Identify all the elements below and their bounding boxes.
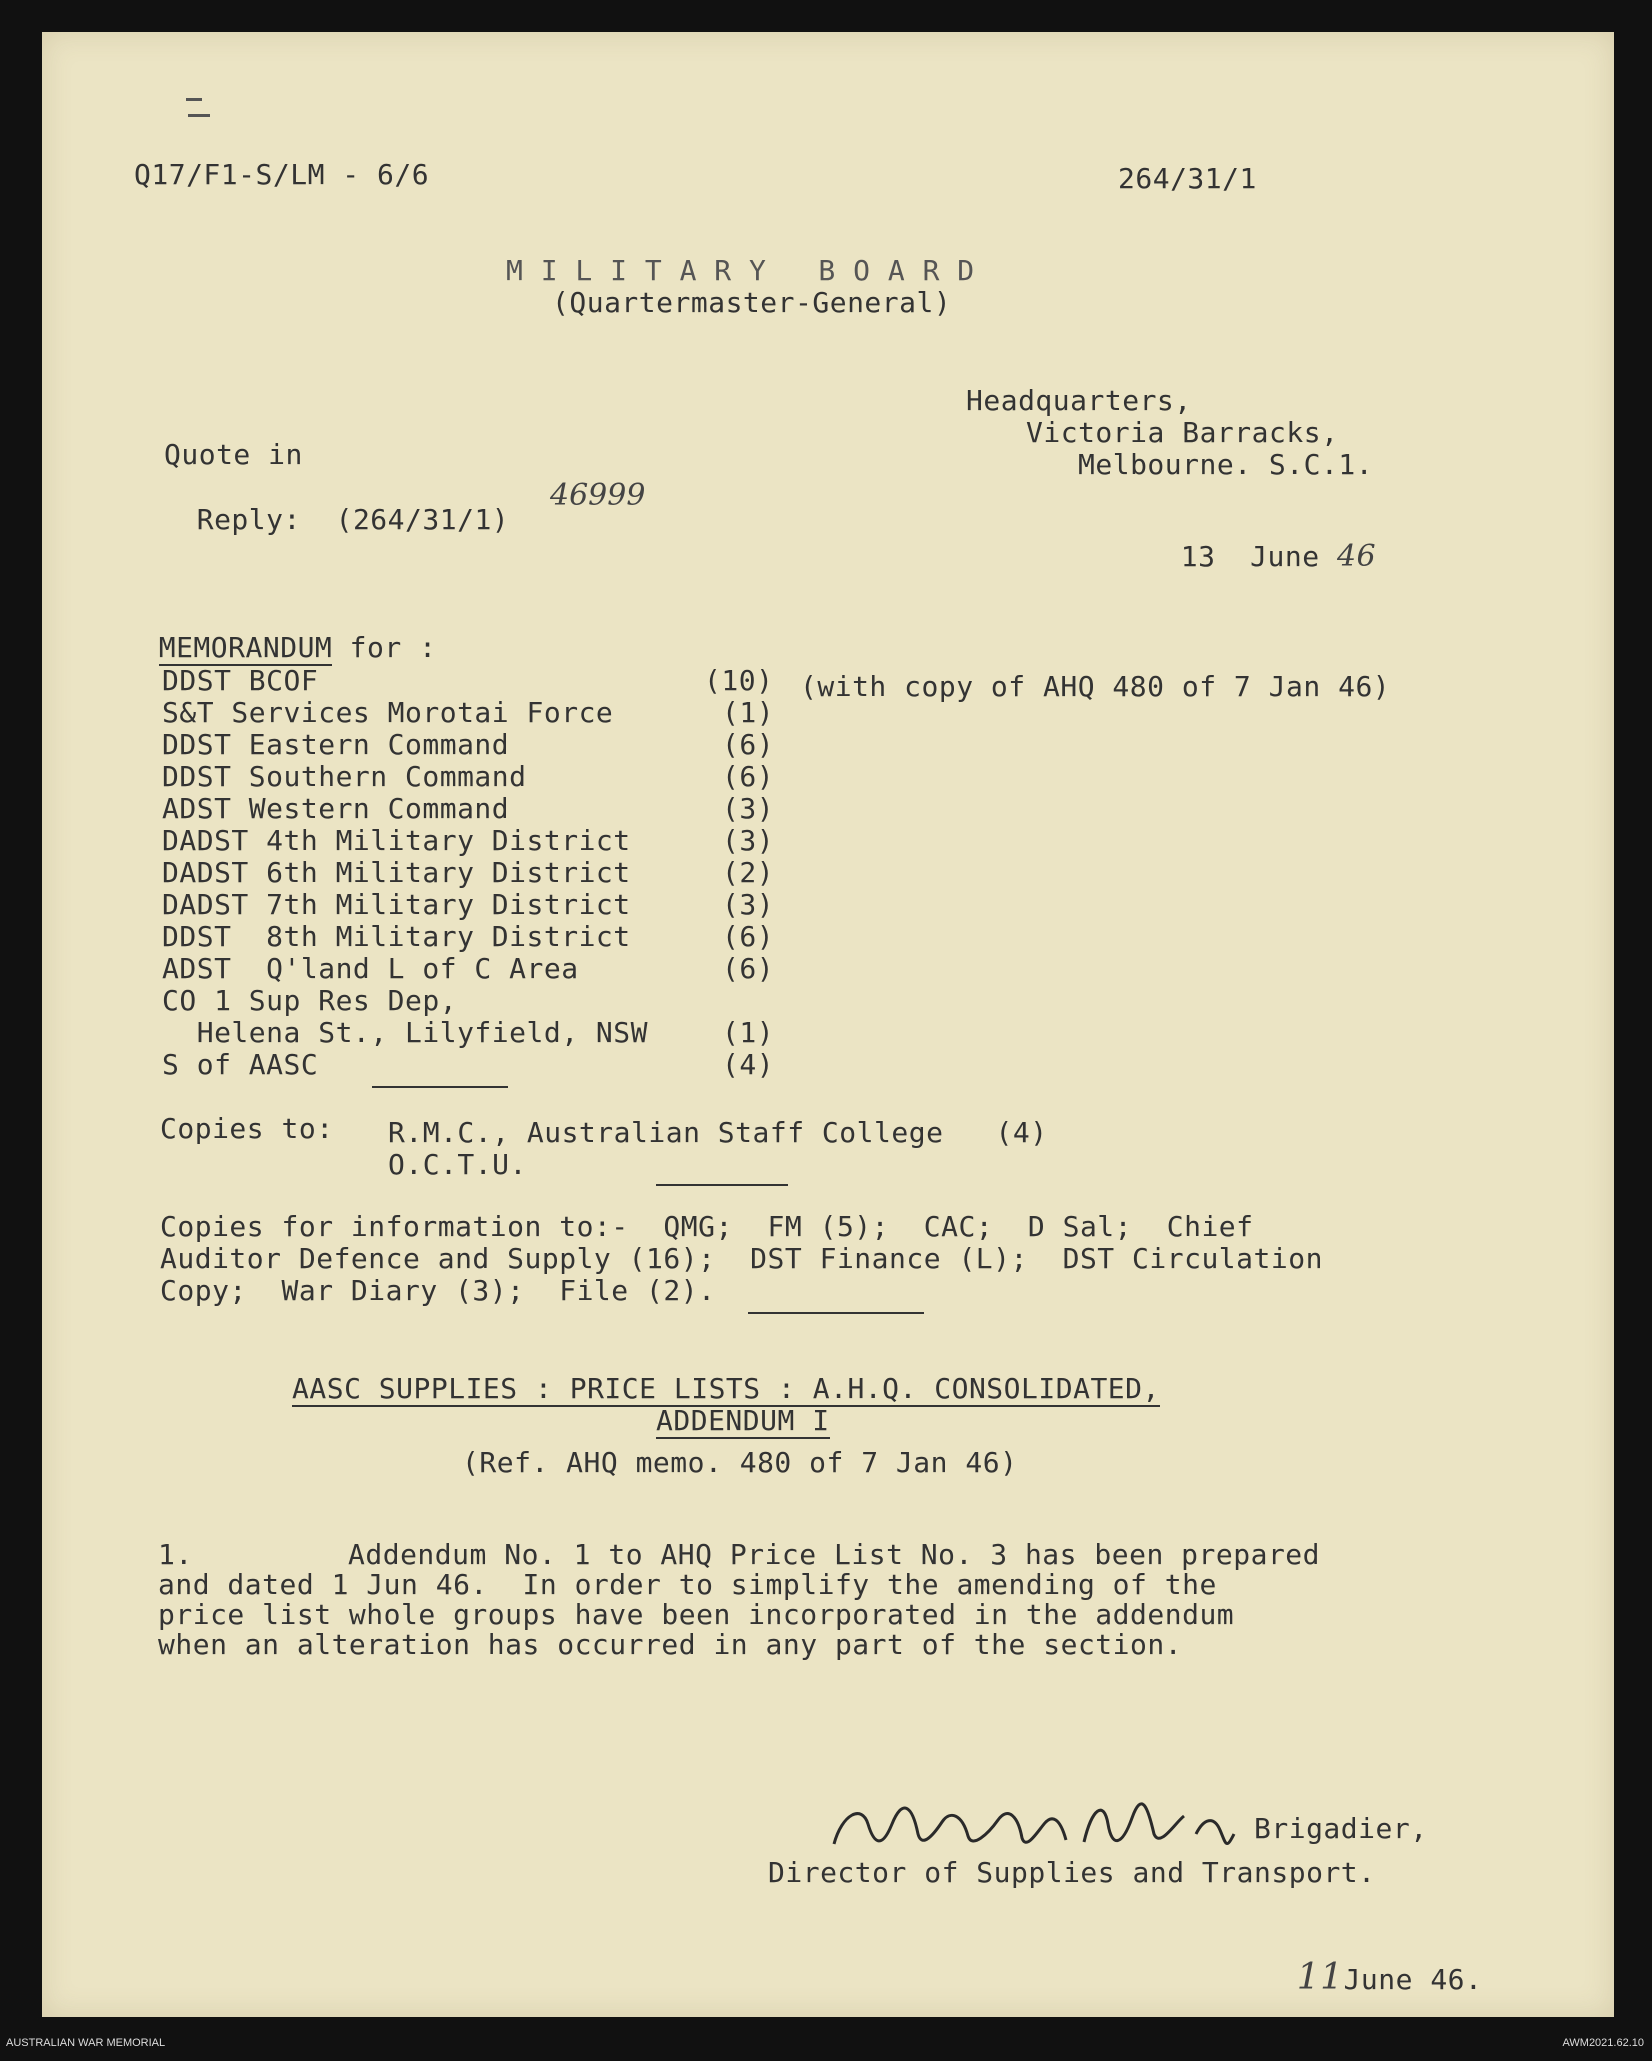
copies-count: (3)	[722, 792, 775, 825]
body-line-1: Addendum No. 1 to AHQ Price List No. 3 has been prepared	[348, 1538, 1321, 1571]
divider-line	[372, 1086, 508, 1088]
copies-count: (2)	[722, 856, 775, 889]
addressee: DDST 8th Military District	[162, 920, 631, 953]
copies-count: (6)	[722, 920, 775, 953]
memorandum-for: for :	[332, 631, 437, 664]
copies-info-line-2: Auditor Defence and Supply (16); DST Finance (L); DST Circulation	[160, 1242, 1323, 1275]
copies-count: (10)	[704, 664, 774, 697]
subject-line-1: AASC SUPPLIES : PRICE LISTS : A.H.Q. CONSOLIDATED,	[292, 1372, 1160, 1405]
addressee: DDST BCOF	[162, 664, 319, 697]
memorandum-word: MEMORANDUM	[158, 631, 333, 664]
addressee: S of AASC	[162, 1048, 319, 1081]
copies-count: (3)	[722, 824, 775, 857]
address-date	[1146, 506, 1376, 574]
body-line-3: price list whole groups have been incorporated in the addendum	[158, 1598, 1235, 1631]
copies-count: (6)	[722, 760, 775, 793]
reply-reference: (264/31/1)	[335, 503, 510, 536]
board-title: M I L I T A R Y B O A R D	[506, 254, 975, 287]
address-line-2: Victoria Barracks,	[1026, 416, 1339, 449]
subject-reference: (Ref. AHQ memo. 480 of 7 Jan 46)	[462, 1446, 1018, 1479]
addressee: CO 1 Sup Res Dep,	[162, 984, 458, 1017]
copies-count: (3)	[722, 888, 775, 921]
file-reference-right: 264/31/1	[1118, 162, 1257, 195]
footer-left: AUSTRALIAN WAR MEMORIAL	[6, 2037, 166, 2049]
addressee: DADST 4th Military District	[162, 824, 631, 857]
copies-count: (1)	[722, 1016, 775, 1049]
pencil-mark-2	[188, 114, 210, 117]
quote-line-1: Quote in	[164, 438, 303, 471]
body-line-2: and dated 1 Jun 46. In order to simplify the amending of the	[158, 1568, 1217, 1601]
pencil-mark	[186, 98, 202, 101]
addressee: DADST 7th Military District	[162, 888, 631, 921]
addressee: DDST Eastern Command	[162, 728, 510, 761]
signature-date-typed: June 46.	[1343, 1963, 1483, 1996]
signature-date-handwritten: 11	[1296, 1957, 1344, 1998]
quote-line-2	[162, 470, 509, 536]
signatory-rank: Brigadier,	[1254, 1812, 1428, 1845]
addressee: ADST Western Command	[162, 792, 510, 825]
file-reference-left: Q17/F1-S/LM - 6/6	[134, 158, 430, 191]
copies-count: (1)	[722, 696, 775, 729]
address-line-1: Headquarters,	[966, 384, 1192, 417]
handwritten-signature	[822, 1794, 1262, 1864]
paragraph-number: 1.	[158, 1538, 193, 1571]
signature-date	[1262, 1924, 1482, 1998]
address-line-3: Melbourne. S.C.1.	[1078, 448, 1374, 481]
copies-count: (4)	[722, 1048, 775, 1081]
divider-line	[656, 1184, 788, 1186]
addressee: ADST Q'land L of C Area	[162, 952, 579, 985]
signatory-title: Director of Supplies and Transport.	[768, 1856, 1376, 1889]
addressee: Helena St., Lilyfield, NSW	[162, 1016, 649, 1049]
copies-count: (6)	[722, 952, 775, 985]
addressee: DADST 6th Military District	[162, 856, 631, 889]
body-line-4: when an alteration has occurred in any part of the section.	[158, 1628, 1183, 1661]
copies-info-line-1: Copies for information to:- QMG; FM (5); CAC; D Sal; Chief	[160, 1210, 1254, 1243]
copies-to-label: Copies to:	[160, 1112, 334, 1145]
handwritten-number: 46999	[550, 478, 646, 513]
copies-count: (6)	[722, 728, 775, 761]
copies-info-line-3: Copy; War Diary (3); File (2).	[160, 1274, 716, 1307]
memorandum-heading	[124, 598, 436, 664]
date-handwritten: 46	[1336, 539, 1377, 574]
addressee: S&T Services Morotai Force	[162, 696, 614, 729]
copies-to-line-1: R.M.C., Australian Staff College (4)	[388, 1116, 1048, 1149]
footer-right: AWM2021.62.10	[1562, 2037, 1644, 2049]
copies-to-line-2: O.C.T.U.	[388, 1148, 527, 1181]
addressee: DDST Southern Command	[162, 760, 527, 793]
reply-label: Reply:	[196, 503, 301, 536]
divider-line	[748, 1312, 924, 1314]
subject-line-2: ADDENDUM I	[656, 1404, 830, 1437]
board-subtitle: (Quartermaster-General)	[552, 286, 952, 319]
distribution-note: (with copy of AHQ 480 of 7 Jan 46)	[800, 670, 1391, 703]
date-typed: 13 June	[1180, 540, 1320, 573]
